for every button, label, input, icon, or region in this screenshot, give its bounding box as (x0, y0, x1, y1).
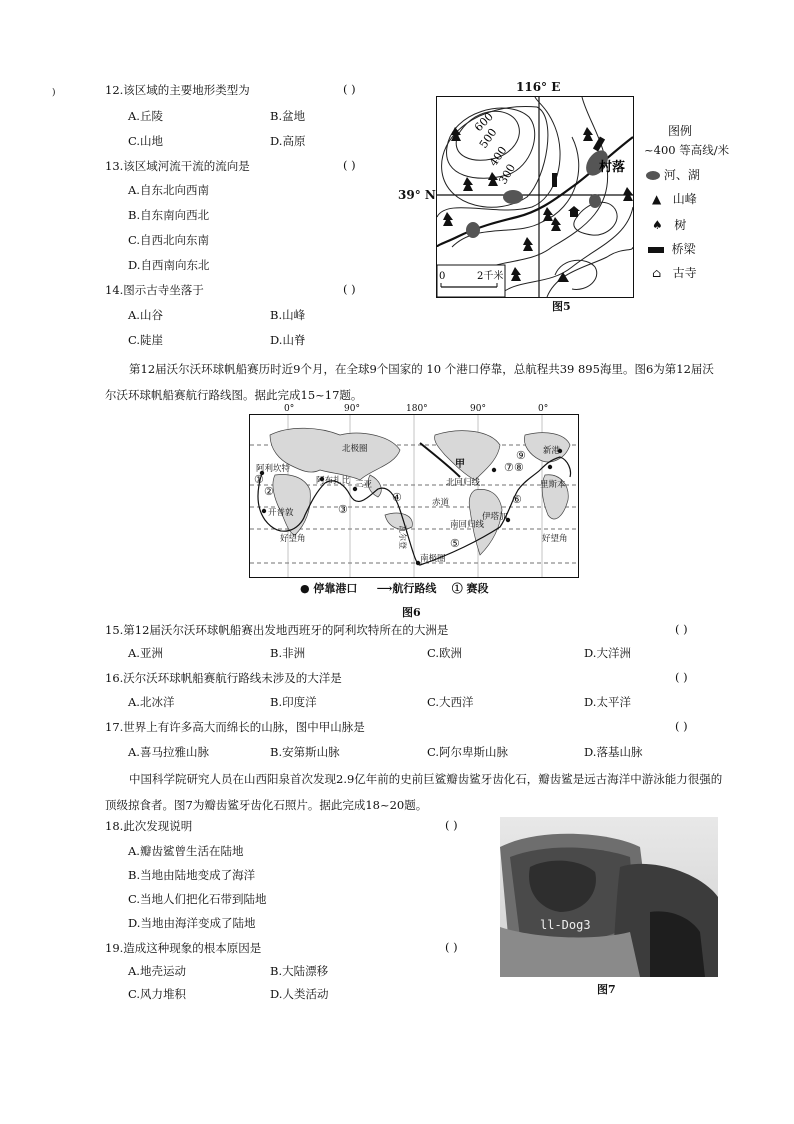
q17-option-b[interactable]: B.安第斯山脉 (270, 745, 340, 759)
q13-option-c[interactable]: C.自西北向东南 (128, 233, 210, 247)
fig5-latitude-label: 39° N (398, 188, 436, 202)
answer-bracket-19[interactable]: ( ) (445, 940, 458, 954)
legend-temple: ⌂ 古寺 (652, 266, 697, 280)
tree-icon: ♠ (652, 218, 663, 232)
q14-option-c[interactable]: C.陡崖 (128, 333, 164, 347)
q12-option-b[interactable]: B.盆地 (270, 109, 306, 123)
peak-icon (557, 272, 569, 282)
leg-3: ③ (338, 503, 348, 516)
label-sanya: 三亚 (355, 480, 373, 490)
bridge-icon (593, 136, 605, 151)
contour-label-300: 300 (496, 161, 519, 187)
question-13-stem: 13.该区域河流干流的流向是 (105, 159, 250, 173)
contour-label-600: 600 (471, 110, 496, 135)
leg-9: ⑨ (516, 449, 526, 462)
label-itajai: 伊塔加 (482, 512, 508, 522)
legend-leg: 赛段 (466, 582, 489, 595)
question-12-stem: 12.该区域的主要地形类型为 (105, 83, 250, 97)
legend-peak: ▲ 山峰 (652, 192, 697, 206)
lake-icon (646, 171, 660, 180)
leg-4: ④ (392, 491, 402, 504)
q16-option-a[interactable]: A.北冰洋 (128, 695, 175, 709)
q14-option-a[interactable]: A.山谷 (128, 308, 163, 322)
label-tropic-n: 北回归线 (446, 478, 481, 488)
label-vertical: 瓦尔登 (398, 525, 407, 549)
leg-5: ⑤ (450, 537, 460, 550)
q15-option-a[interactable]: A.亚洲 (128, 646, 163, 660)
q19-option-c[interactable]: C.风力堆积 (128, 987, 187, 1001)
leg-7: ⑦ (504, 461, 514, 474)
question-19-stem: 19.造成这种现象的根本原因是 (105, 941, 262, 955)
q14-option-d[interactable]: D.山脊 (270, 333, 306, 347)
q12-option-d[interactable]: D.高原 (270, 134, 306, 148)
q17-option-d[interactable]: D.落基山脉 (584, 745, 643, 759)
q17-option-c[interactable]: C.阿尔卑斯山脉 (427, 745, 509, 759)
label-goodhope-1: 好望角 (280, 534, 306, 544)
label-antarctic: 南极圈 (420, 554, 446, 564)
intro-paragraph-15-17: 第12届沃尔沃环球帆船赛历时近9个月，在全球9个国家的 10 个港口停靠，总航程共39 895海里。图6为第12届沃尔沃环球帆船赛航行路线图。据此完成15~17题。 (105, 362, 714, 402)
fig7-caption: 图7 (597, 983, 616, 996)
fig6-world-map (249, 414, 579, 578)
label-lisbon: 里斯本 (540, 480, 566, 490)
lake-icon (503, 190, 523, 204)
leg-2: ② (264, 485, 274, 498)
answer-bracket-14[interactable]: ( ) (343, 282, 356, 296)
fig5-topographic-map (436, 96, 634, 298)
q13-option-a[interactable]: A.自东北向西南 (128, 183, 209, 197)
legend-tree: ♠ 树 (652, 218, 687, 232)
legend-route: 航行路线 (392, 582, 437, 595)
label-newport: 新港 (543, 446, 561, 456)
q16-option-c[interactable]: C.大西洋 (427, 695, 474, 709)
fig6-map-drawing (250, 415, 578, 577)
q19-option-b[interactable]: B.大陆漂移 (270, 964, 329, 978)
lake-icon (589, 194, 601, 208)
question-17-stem: 17.世界上有许多高大而绵长的山脉，图中甲山脉是 (105, 720, 365, 734)
continents (270, 428, 570, 555)
q16-option-d[interactable]: D.太平洋 (584, 695, 631, 709)
q18-option-c[interactable]: C.当地人们把化石带到陆地 (128, 892, 267, 906)
fossil-photo-drawing (500, 817, 718, 977)
q15-option-b[interactable]: B.非洲 (270, 646, 306, 660)
q18-option-a[interactable]: A.瓣齿鲨曾生活在陆地 (128, 844, 244, 858)
answer-bracket-15[interactable]: ( ) (675, 622, 688, 636)
peak-icon: ▲ (652, 192, 662, 206)
label-jia: 甲 (455, 459, 465, 470)
answer-bracket-16[interactable]: ( ) (675, 670, 688, 684)
question-16-stem: 16.沃尔沃环球帆船赛航行路线未涉及的大洋是 (105, 671, 342, 685)
answer-bracket-18[interactable]: ( ) (445, 818, 458, 832)
leg-8: ⑧ (514, 461, 524, 474)
answer-bracket-17[interactable]: ( ) (675, 719, 688, 733)
label-equator: 赤道 (432, 498, 450, 508)
label-arctic: 北极圈 (342, 444, 368, 454)
label-abudhabi: 阿布扎比 (316, 476, 351, 486)
label-goodhope-2: 好望角 (542, 534, 568, 544)
legend-lake: 河、湖 (646, 166, 700, 183)
legend-port: ● 停靠港口 (300, 582, 358, 595)
fig5-longitude-label: 116° E (516, 80, 561, 94)
answer-bracket-12[interactable]: ( ) (343, 82, 356, 96)
temple-icon: ⌂ (652, 266, 662, 280)
fig6-caption: 图6 (402, 606, 421, 619)
legend-leg-mark: ① (451, 582, 463, 595)
q13-option-d[interactable]: D.自西南向东北 (128, 258, 210, 272)
legend-contour: ~400 等高线/米 (644, 143, 730, 157)
scale-label: 2千米 (477, 271, 504, 282)
q16-option-b[interactable]: B.印度洋 (270, 695, 317, 709)
bridge-icon (552, 173, 557, 187)
bridge-icon (648, 247, 664, 253)
arrow-icon: ⟶ (376, 582, 393, 595)
lake-icon (466, 222, 480, 238)
margin-mark: ) (52, 88, 56, 98)
label-tropic-s: 南回归线 (450, 520, 485, 530)
question-15-stem: 15.第12届沃尔沃环球帆船赛出发地西班牙的阿利坎特所在的大洲是 (105, 623, 449, 637)
q13-option-b[interactable]: B.自东南向西北 (128, 208, 210, 222)
label-alicante: 阿利坎特 (256, 464, 291, 474)
fig5-map-drawing (437, 97, 633, 297)
q12-option-c[interactable]: C.山地 (128, 134, 164, 148)
fig5-caption: 图5 (552, 300, 571, 313)
fig6-legend (300, 580, 489, 596)
leg-6: ⑥ (512, 493, 522, 506)
q12-option-a[interactable]: A.丘陵 (128, 109, 163, 123)
q18-option-d[interactable]: D.当地由海洋变成了陆地 (128, 916, 256, 930)
label-capetown-1: 开普敦 (268, 508, 294, 518)
question-14-stem: 14.图示古寺坐落于 (105, 283, 204, 297)
q15-option-d[interactable]: D.大洋洲 (584, 646, 631, 660)
intro-paragraph-18-20: 中国科学院研究人员在山西阳泉首次发现2.9亿年前的史前巨鲨瓣齿鲨牙齿化石，瓣齿鲨是远古海洋中游泳能力很强的顶级掠食者。图7为瓣齿鲨牙齿化石照片。据此完成18~20题。 (105, 772, 723, 812)
contour-label-400: 400 (486, 144, 510, 169)
fossil-label-text: ll-Dog3 (540, 918, 591, 932)
fig5-legend-title: 图例 (668, 124, 693, 138)
leg-1: ① (254, 473, 264, 486)
contour-label-500: 500 (476, 126, 500, 151)
q14-option-b[interactable]: B.山峰 (270, 308, 306, 322)
q19-option-a[interactable]: A.地壳运动 (128, 964, 186, 978)
fig7-fossil-photo (500, 817, 718, 977)
q18-option-b[interactable]: B.当地由陆地变成了海洋 (128, 868, 256, 882)
contour-line-icon: ~ (644, 143, 654, 157)
scale-zero: 0 (439, 271, 446, 282)
village-label: 村落 (599, 160, 626, 175)
q19-option-d[interactable]: D.人类活动 (270, 987, 329, 1001)
q15-option-c[interactable]: C.欧洲 (427, 646, 463, 660)
legend-bridge: 桥梁 (648, 240, 696, 257)
q17-option-a[interactable]: A.喜马拉雅山脉 (128, 745, 209, 759)
answer-bracket-13[interactable]: ( ) (343, 158, 356, 172)
question-18-stem: 18.此次发现说明 (105, 819, 193, 833)
